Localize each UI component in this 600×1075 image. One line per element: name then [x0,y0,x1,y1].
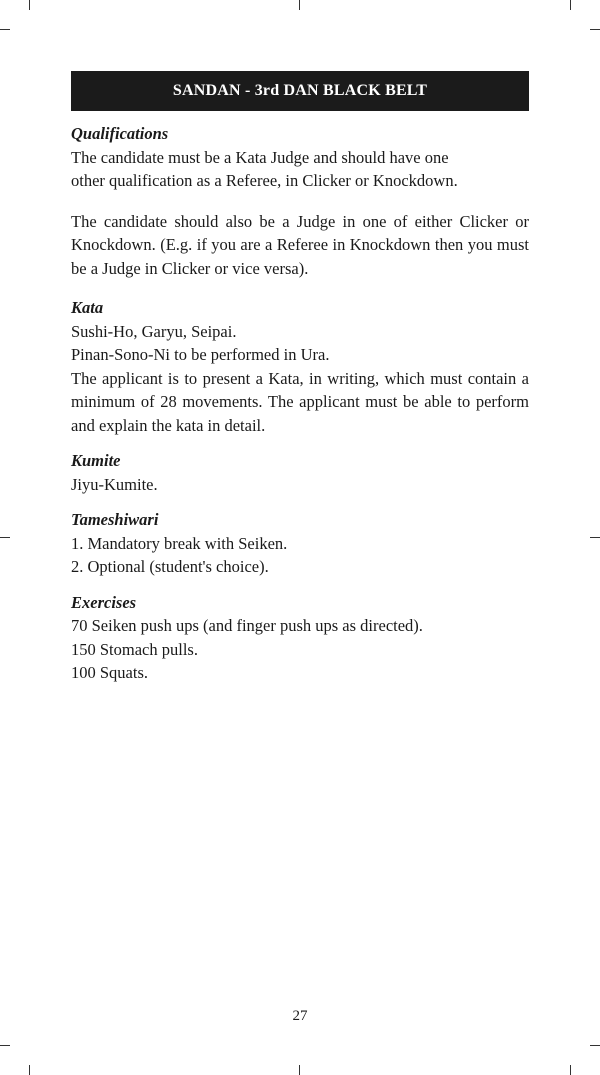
crop-mark [590,29,600,30]
crop-mark [570,0,571,10]
exercises-heading: Exercises [71,592,137,612]
qualifications-paragraph: The candidate should also be a Judge in one of either Clicker or Knockdown. (E.g. if you are a Referee in Knockdown then you must be a Judge in Clicker or vice versa). [71,211,529,278]
kata-line: Sushi-Ho, Garyu, Seipai. [71,321,237,341]
exercises-line: 100 Squats. [71,663,149,682]
qualifications-line: other qualification as a Referee, in Clicker or Knockdown. [71,171,458,190]
kumite-heading: Kumite [71,451,121,470]
page-content [71,122,529,685]
exercises-line: 70 Seiken push ups (and finger push ups as directed). [71,616,423,635]
exercises-line: 150 Stomach pulls. [71,639,198,659]
qualifications-heading: Qualifications [71,124,169,143]
crop-mark [29,0,30,10]
crop-mark [0,29,10,30]
crop-mark [0,1045,10,1046]
crop-mark [590,1045,600,1046]
kumite-line: Jiyu-Kumite. [71,474,158,494]
page-number: 27 [292,1008,308,1024]
kata-line: Pinan-Sono-Ni to be performed in Ura. [71,345,330,364]
page-header-bar [71,71,529,111]
crop-mark [0,537,10,538]
tameshiwari-heading: Tameshiwari [71,510,159,529]
crop-mark [590,537,600,538]
tameshiwari-line: 1. Mandatory break with Seiken. [71,533,288,553]
qualifications-line: The candidate must be a Kata Judge and should have one [71,147,449,167]
crop-mark [299,0,300,10]
kata-heading: Kata [71,298,104,317]
tameshiwari-line: 2. Optional (student's choice). [71,557,269,576]
kata-paragraph: The applicant is to present a Kata, in writing, which must contain a minimum of 28 movements. The applicant must be able to perform and explain the kata in detail. [71,368,529,435]
crop-mark [29,1065,30,1075]
crop-mark [299,1065,300,1075]
crop-mark [570,1065,571,1075]
page-title: SANDAN - 3rd DAN BLACK BELT [172,82,428,99]
